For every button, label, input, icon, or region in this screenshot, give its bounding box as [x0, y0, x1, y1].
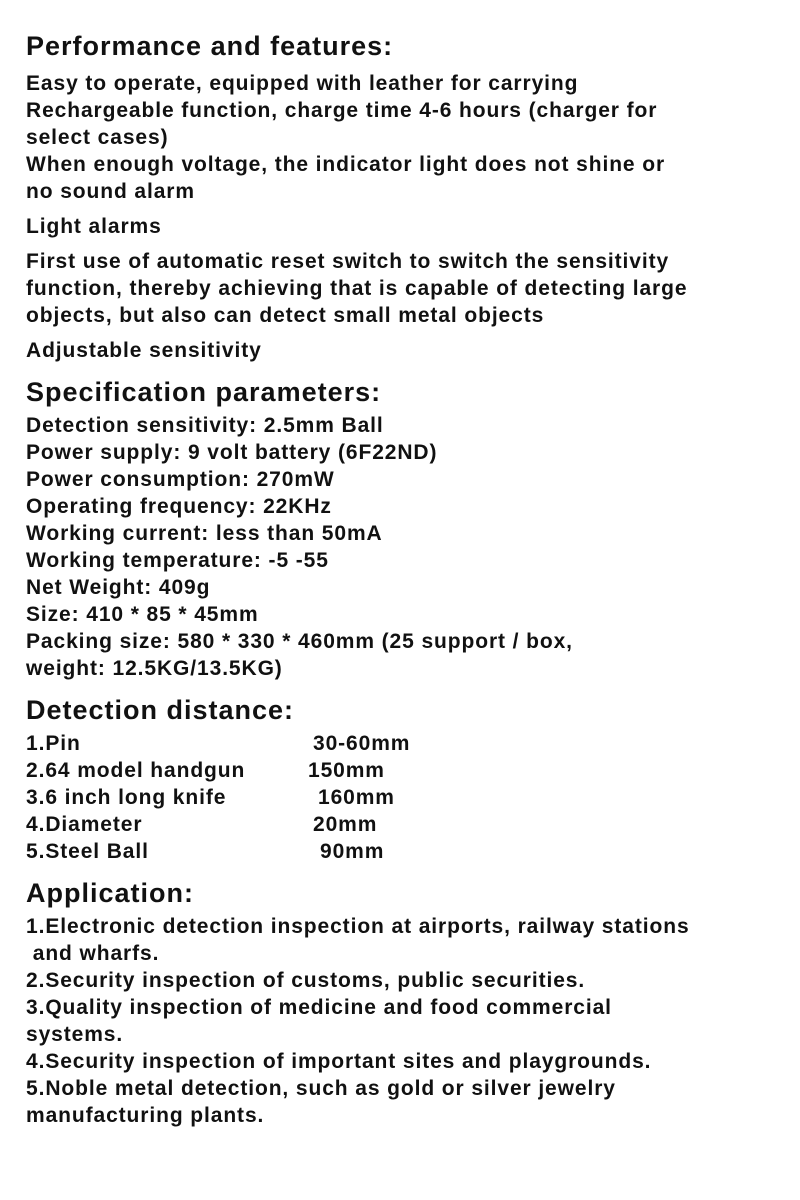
detection-row: [26, 784, 796, 811]
application-line: manufacturing plants.: [26, 1104, 265, 1127]
detection-item: 4.Diameter: [26, 813, 143, 836]
detection-value: 160mm: [318, 786, 395, 809]
detection-row: [26, 730, 796, 757]
spec-line: Packing size: 580 * 330 * 460mm (25 support / box,: [26, 630, 573, 653]
spec-line: Working current: less than 50mA: [26, 522, 383, 545]
detection-value: 90mm: [320, 840, 385, 863]
performance-group-2: [26, 248, 796, 329]
performance-line: Rechargeable function, charge time 4-6 hours (charger for: [26, 99, 658, 122]
performance-group-1: [26, 70, 796, 205]
spec-line: Operating frequency: 22KHz: [26, 495, 332, 518]
specification-heading: Specification parameters:: [26, 377, 382, 407]
detection-table: [26, 730, 796, 865]
spec-sheet: [26, 0, 796, 1129]
detection-row: [26, 838, 796, 865]
application-line: 1.Electronic detection inspection at airports, railway stations: [26, 915, 690, 938]
detection-item: 2.64 model handgun: [26, 759, 246, 782]
application-line: 5.Noble metal detection, such as gold or silver jewelry: [26, 1077, 616, 1100]
performance-line: objects, but also can detect small metal objects: [26, 304, 545, 327]
detection-item: 3.6 inch long knife: [26, 786, 227, 809]
specification-list: [26, 412, 796, 682]
spec-line: Detection sensitivity: 2.5mm Ball: [26, 414, 384, 437]
detection-value: 20mm: [313, 813, 378, 836]
performance-line: Easy to operate, equipped with leather for carrying: [26, 72, 579, 95]
performance-line: When enough voltage, the indicator light does not shine or: [26, 153, 666, 176]
light-alarms-line: Light alarms: [26, 215, 162, 238]
spec-line: Size: 410 * 85 * 45mm: [26, 603, 259, 626]
spec-line: weight: 12.5KG/13.5KG): [26, 657, 283, 680]
application-line: and wharfs.: [26, 942, 160, 965]
adjustable-sensitivity-line: Adjustable sensitivity: [26, 339, 262, 362]
detection-value: 30-60mm: [313, 732, 411, 755]
spec-line: Power supply: 9 volt battery (6F22ND): [26, 441, 438, 464]
application-line: 4.Security inspection of important sites and playgrounds.: [26, 1050, 652, 1073]
detection-value: 150mm: [308, 759, 385, 782]
detection-row: [26, 757, 796, 784]
detection-item: 1.Pin: [26, 732, 81, 755]
performance-line: select cases): [26, 126, 169, 149]
performance-heading: Performance and features:: [26, 31, 394, 61]
performance-line: no sound alarm: [26, 180, 195, 203]
application-line: 2.Security inspection of customs, public securities.: [26, 969, 586, 992]
spec-line: Working temperature: -5 -55: [26, 549, 329, 572]
spec-line: Net Weight: 409g: [26, 576, 211, 599]
detection-heading: Detection distance:: [26, 695, 295, 725]
application-heading: Application:: [26, 878, 194, 908]
spec-line: Power consumption: 270mW: [26, 468, 335, 491]
detection-row: [26, 811, 796, 838]
performance-line: First use of automatic reset switch to switch the sensitivity: [26, 250, 670, 273]
application-line: systems.: [26, 1023, 124, 1046]
performance-line: function, thereby achieving that is capable of detecting large: [26, 277, 688, 300]
application-line: 3.Quality inspection of medicine and food commercial: [26, 996, 612, 1019]
detection-item: 5.Steel Ball: [26, 840, 149, 863]
application-list: [26, 913, 796, 1129]
